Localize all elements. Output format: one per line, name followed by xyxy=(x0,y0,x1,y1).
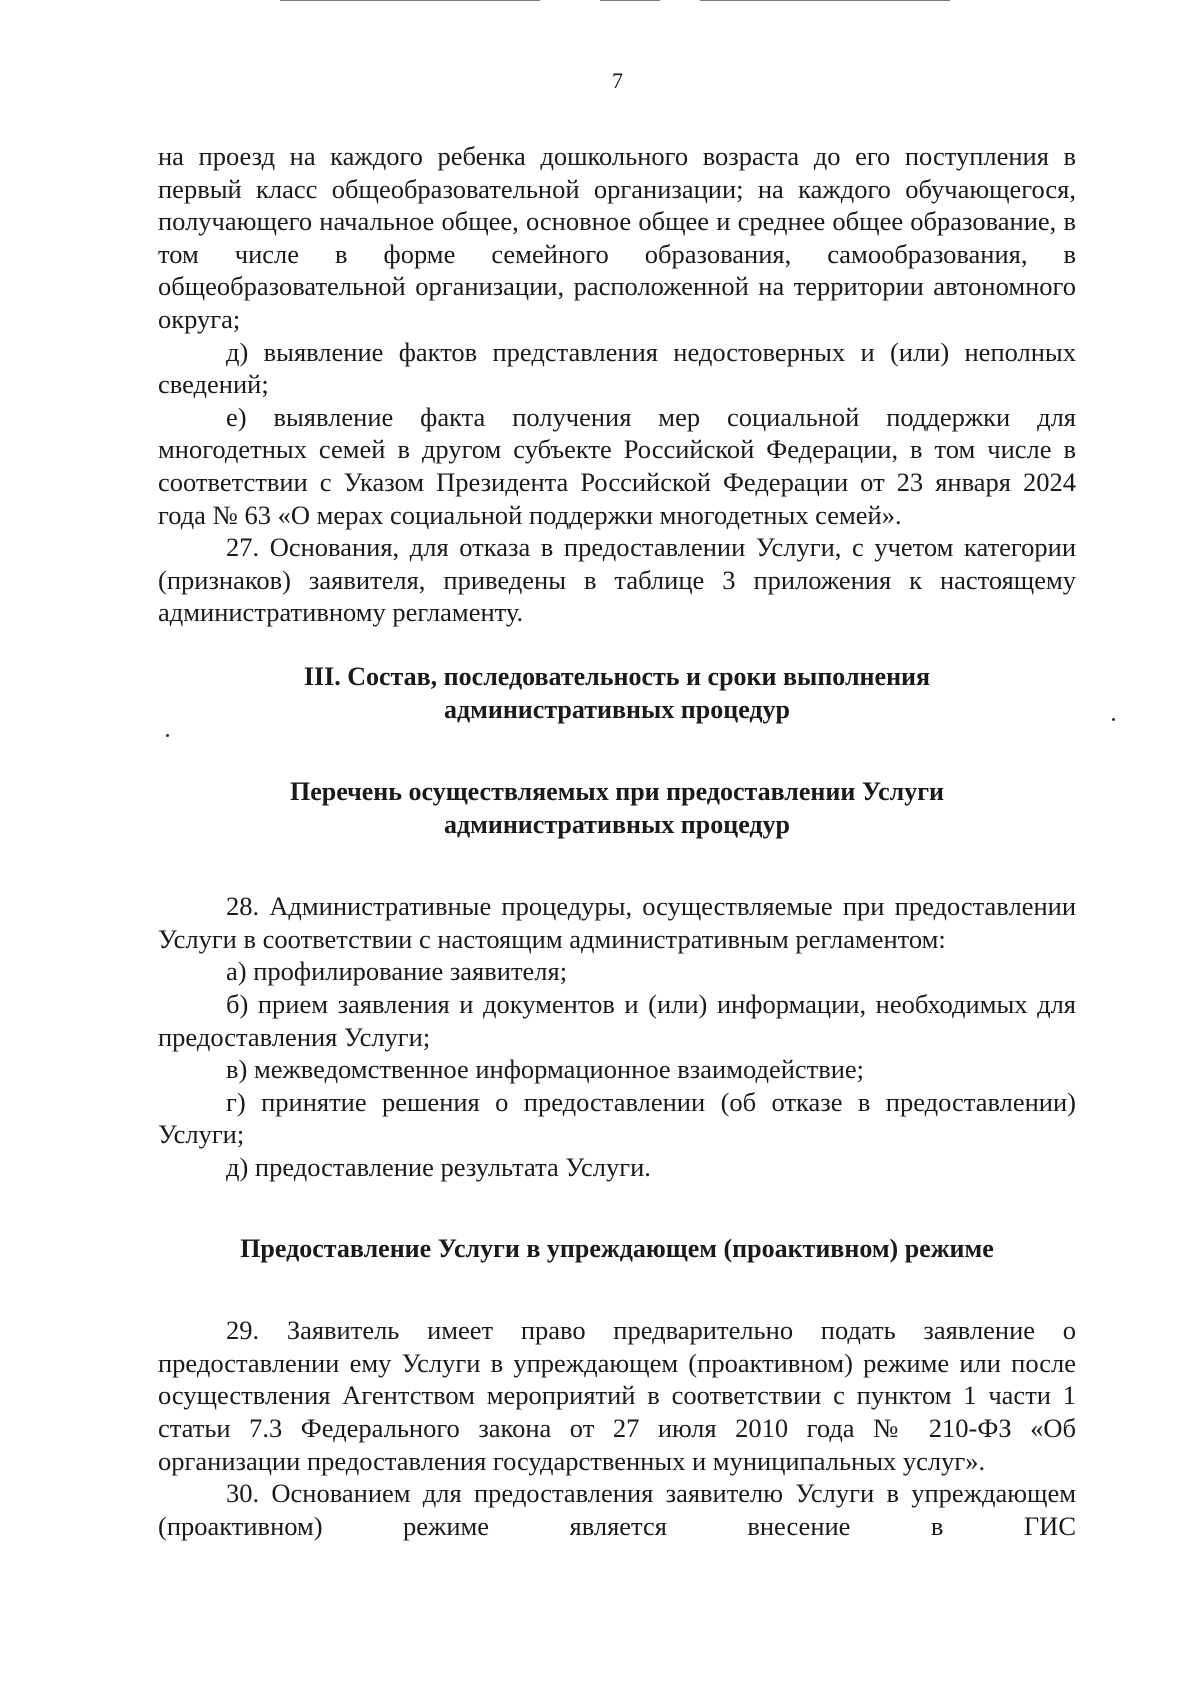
document-body xyxy=(158,140,1076,1542)
list-item-b: б) прием заявления и документов и (или) информации, необходимых для предоставления Услуги; xyxy=(158,989,1076,1052)
paragraph-item-d: д) выявление фактов представления недостоверных и (или) неполных сведений; xyxy=(158,336,1076,400)
list-item-v: в) межведомственное информационное взаимодействие; xyxy=(226,1054,865,1085)
scan-artifact-line xyxy=(700,0,950,1)
subsection-heading-proactive xyxy=(158,1233,1076,1266)
proactive-heading-line-1: Предоставление Услуги в упреждающем (проактивном) режиме xyxy=(240,1233,994,1263)
section-heading-line-2: административных процедур xyxy=(443,694,791,724)
paragraph-continuation: на проезд на каждого ребенка дошкольного возраста до его поступления в первый класс общеобразовательной организации; на каждого обучающегося, получающего начальное общее, основное общее и среднее общее образование, в том числе в форме семейного образования, самообразования, в общеобразовательной организации, расположенной на территории автономного округа; xyxy=(158,141,1076,334)
subsection-heading-line-2: административных процедур xyxy=(443,809,791,839)
scan-artifact-line xyxy=(600,0,660,1)
paragraph-29: 29. Заявитель имеет право предварительно подать заявление о предоставлении ему Услуги в упреждающем (проактивном) режиме или после осуществления Агентством мероприятий в соответствии с пунктом 1 части 1 статьи 7.3 Федерального закона от 27 июля 2010 года № 210-ФЗ «Об организации предоставления государственных и муниципальных услуг». xyxy=(158,1315,1076,1476)
procedures-list xyxy=(158,890,1076,1183)
list-item-g: г) принятие решения о предоставлении (об отказе в предоставлении) Услуги; xyxy=(158,1086,1076,1150)
section-heading xyxy=(158,661,1076,726)
subsection-heading-procedures xyxy=(158,776,1076,841)
paragraph-item-e: е) выявление факта получения мер социальной поддержки для многодетных семей в другом субъекте Российской Федерации, в том числе в соответствии с Указом Президента Российской Федерации от 23 января 2024 года № 63 «О мерах социальной поддержки многодетных семей». xyxy=(158,401,1076,530)
section-heading-line-1: III. Состав, последовательность и сроки выполнения xyxy=(303,661,931,691)
list-item-d: д) предоставление результата Услуги. xyxy=(226,1152,651,1183)
paragraph-30: 30. Основанием для предоставления заявителю Услуги в упреждающем (проактивном) режиме является внесение в ГИС xyxy=(158,1478,1076,1541)
page-number: 7 xyxy=(612,68,623,93)
paragraph-27: 27. Основания, для отказа в предоставлении Услуги, с учетом категории (признаков) заявителя, приведены в таблице 3 приложения к настоящему административному регламенту. xyxy=(158,532,1076,628)
list-item-a: а) профилирование заявителя; xyxy=(226,956,568,987)
proactive-section xyxy=(158,1314,1076,1542)
scan-artifact-line xyxy=(280,0,540,1)
scan-artifact-dot xyxy=(1112,718,1115,721)
subsection-heading-line-1: Перечень осуществляемых при предоставлении Услуги xyxy=(289,777,945,807)
paragraph-28: 28. Административные процедуры, осуществляемые при предоставлении Услуги в соответствии с настоящим административным регламентом: xyxy=(158,891,1076,954)
